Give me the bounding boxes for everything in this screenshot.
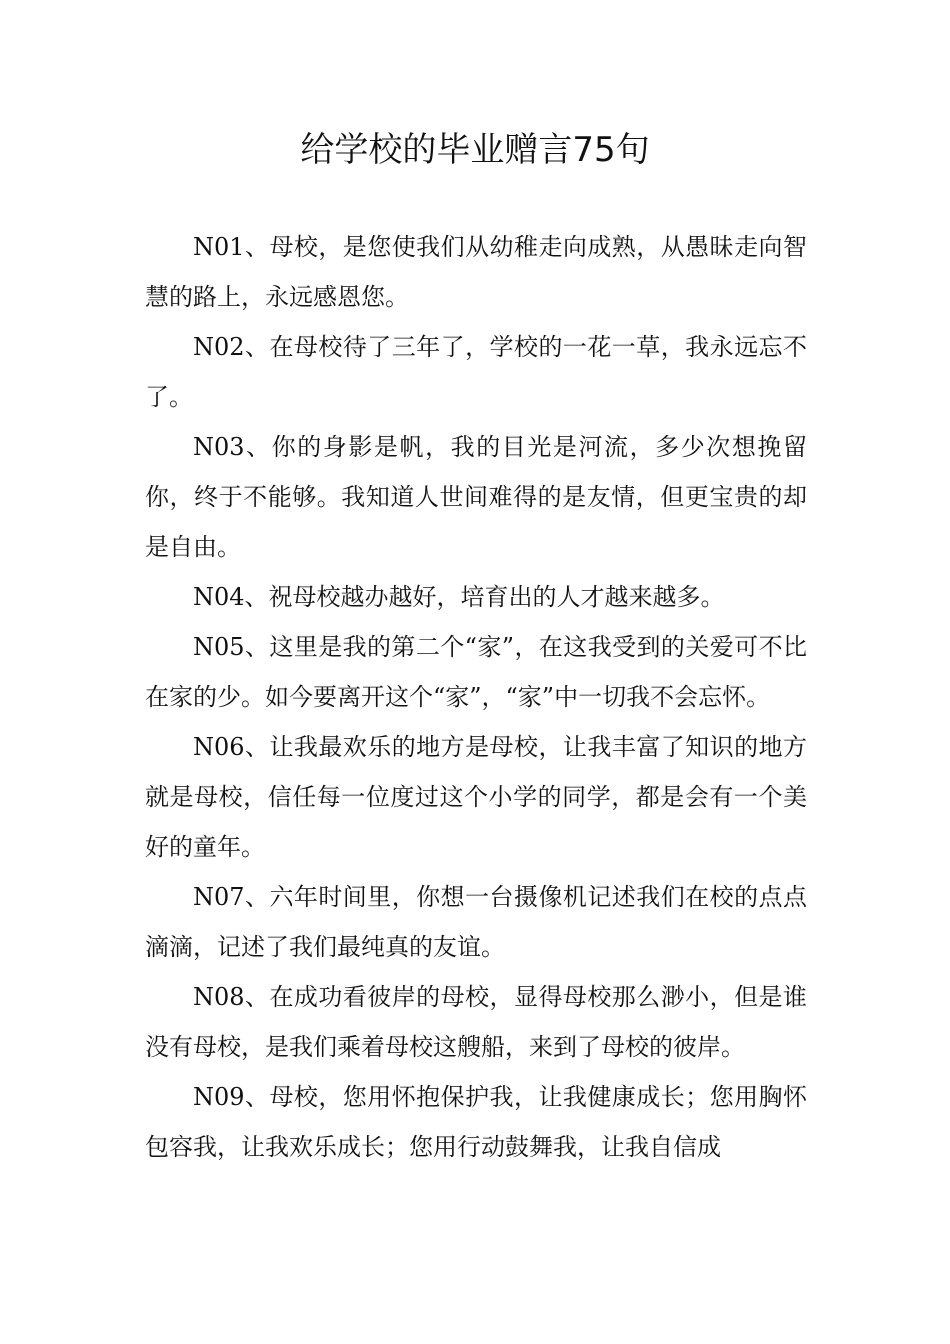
document-title: 给学校的毕业赠言75句 xyxy=(300,130,650,170)
paragraph-n06: N06、让我最欢乐的地方是母校，让我丰富了知识的地方就是母校，信任每一位度过这个小学的同学，都是会有一个美好的童年。 xyxy=(145,733,807,861)
document-body xyxy=(145,222,807,1172)
paragraph-n05: N05、这里是我的第二个“家”，在这我受到的关爱可不比在家的少。如今要离开这个“家”，“家”中一切我不会忘怀。 xyxy=(145,633,807,711)
paragraph-n04: N04、祝母校越办越好，培育出的人才越来越多。 xyxy=(193,583,725,611)
paragraph-n01: N01、母校，是您使我们从幼稚走向成熟，从愚昧走向智慧的路上，永远感恩您。 xyxy=(145,233,807,311)
paragraph-n02: N02、在母校待了三年了，学校的一花一草，我永远忘不了。 xyxy=(145,333,807,411)
paragraph-n08: N08、在成功看彼岸的母校，显得母校那么渺小，但是谁没有母校，是我们乘着母校这艘船，来到了母校的彼岸。 xyxy=(145,983,807,1061)
paragraph-n09: N09、母校，您用怀抱保护我，让我健康成长；您用胸怀包容我，让我欢乐成长；您用行动鼓舞我，让我自信成 xyxy=(145,1083,807,1161)
paragraph-n07: N07、六年时间里，你想一台摄像机记述我们在校的点点滴滴，记述了我们最纯真的友谊。 xyxy=(145,883,807,961)
paragraph-n03: N03、你的身影是帆，我的目光是河流，多少次想挽留你，终于不能够。我知道人世间难得的是友情，但更宝贵的却是自由。 xyxy=(145,433,807,561)
